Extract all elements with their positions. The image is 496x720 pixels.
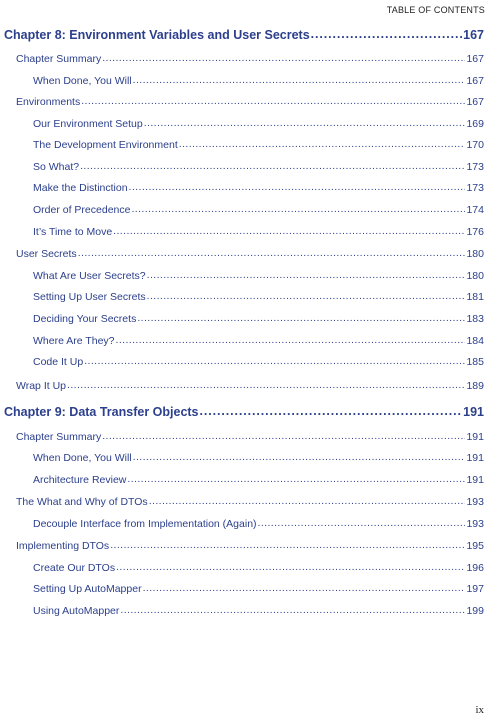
toc-entry-title: Make the Distinction [33, 182, 128, 194]
dot-leader [102, 52, 465, 64]
toc-subsection-entry[interactable] [33, 474, 484, 486]
toc-entry-page: 184 [466, 335, 484, 347]
toc-entry-page: 173 [466, 161, 484, 173]
toc-entry-title: The Development Environment [33, 139, 178, 151]
toc-subsection-entry[interactable] [33, 118, 484, 130]
dot-leader [120, 604, 465, 616]
toc-entry-page: 185 [466, 356, 484, 368]
toc-entry-title: Decouple Interface from Implementation (Again) [33, 518, 257, 530]
dot-leader [144, 117, 466, 129]
toc-subsection-entry[interactable] [33, 583, 484, 595]
toc-entry-page: 196 [466, 562, 484, 574]
dot-leader [149, 495, 466, 507]
toc-entry-page: 167 [466, 53, 484, 65]
toc-entry-title: Create Our DTOs [33, 562, 116, 574]
dot-leader [116, 561, 465, 573]
toc-subsection-entry[interactable] [33, 161, 484, 173]
toc-entry-title: Chapter Summary [16, 53, 102, 65]
toc-section-entry[interactable] [16, 540, 484, 552]
toc-chapter-entry[interactable] [4, 28, 484, 42]
toc-subsection-entry[interactable] [33, 226, 484, 238]
dot-leader [81, 95, 465, 107]
toc-entry-title: Using AutoMapper [33, 605, 120, 617]
toc-entry-title: So What? [33, 161, 80, 173]
toc-section-entry[interactable] [16, 431, 484, 443]
toc-entry-page: 183 [466, 313, 484, 325]
toc-entry-page: 193 [466, 518, 484, 530]
dot-leader [179, 138, 466, 150]
toc-section-entry[interactable] [16, 380, 484, 392]
toc-entry-page: 193 [466, 496, 484, 508]
toc-entry-title: What Are User Secrets? [33, 270, 146, 282]
toc-chapter-entry[interactable] [4, 405, 484, 419]
toc-entry-title: Chapter 9: Data Transfer Objects [4, 405, 199, 419]
toc-entry-title: User Secrets [16, 248, 77, 260]
toc-entry-page: 181 [466, 291, 484, 303]
toc-entry-title: Setting Up AutoMapper [33, 583, 142, 595]
dot-leader [78, 247, 466, 259]
dot-leader [258, 517, 466, 529]
toc-entry-title: Deciding Your Secrets [33, 313, 137, 325]
dot-leader [84, 355, 465, 367]
toc-subsection-entry[interactable] [33, 75, 484, 87]
toc-entry-page: 174 [466, 204, 484, 216]
toc-entry-page: 167 [463, 28, 484, 42]
toc-entry-page: 191 [466, 431, 484, 443]
toc-entry-title: Setting Up User Secrets [33, 291, 146, 303]
toc-entry-title: Our Environment Setup [33, 118, 143, 130]
toc-entry-title: Implementing DTOs [16, 540, 110, 552]
toc-section-entry[interactable] [16, 496, 484, 508]
toc-entry-title: Order of Precedence [33, 204, 131, 216]
toc-entry-title: When Done, You Will [33, 75, 132, 87]
toc-subsection-entry[interactable] [33, 270, 484, 282]
dot-leader [133, 451, 466, 463]
toc-entry-title: Chapter 8: Environment Variables and User Secrets [4, 28, 310, 42]
toc-entry-page: 167 [466, 96, 484, 108]
toc-entry-page: 170 [466, 139, 484, 151]
toc-entry-page: 169 [466, 118, 484, 130]
toc-entry-title: Wrap It Up [16, 380, 66, 392]
toc-entry-page: 176 [466, 226, 484, 238]
toc-subsection-entry[interactable] [33, 204, 484, 216]
toc-entry-title: Code It Up [33, 356, 84, 368]
toc-entry-page: 191 [466, 474, 484, 486]
dot-leader [131, 203, 465, 215]
dot-leader [143, 582, 466, 594]
toc-subsection-entry[interactable] [33, 562, 484, 574]
dot-leader [133, 74, 466, 86]
toc-entry-title: It’s Time to Move [33, 226, 113, 238]
toc-section-entry[interactable] [16, 53, 484, 65]
toc-entry-page: 195 [466, 540, 484, 552]
toc-section-entry[interactable] [16, 96, 484, 108]
dot-leader [147, 290, 466, 302]
dot-leader [102, 430, 465, 442]
toc-subsection-entry[interactable] [33, 291, 484, 303]
toc-entry-page: 197 [466, 583, 484, 595]
dot-leader [80, 160, 465, 172]
toc-entry-page: 180 [466, 248, 484, 260]
toc-subsection-entry[interactable] [33, 356, 484, 368]
dot-leader [137, 312, 465, 324]
dot-leader [110, 539, 465, 551]
page-number: ix [475, 704, 484, 716]
toc-entry-page: 191 [466, 452, 484, 464]
dot-leader [116, 334, 466, 346]
toc-entry-page: 191 [463, 405, 484, 419]
toc-entry-title: Architecture Review [33, 474, 127, 486]
dot-leader [129, 181, 466, 193]
dot-leader [67, 379, 465, 391]
toc-entry-title: Chapter Summary [16, 431, 102, 443]
toc-entry-page: 173 [466, 182, 484, 194]
toc-entry-page: 189 [466, 380, 484, 392]
running-header: TABLE OF CONTENTS [386, 5, 485, 15]
toc-subsection-entry[interactable] [33, 335, 484, 347]
toc-subsection-entry[interactable] [33, 452, 484, 464]
toc-entry-title: When Done, You Will [33, 452, 132, 464]
toc-entry-title: Environments [16, 96, 81, 108]
toc-subsection-entry[interactable] [33, 605, 484, 617]
toc-entry-title: Where Are They? [33, 335, 115, 347]
toc-entry-page: 199 [466, 605, 484, 617]
toc-section-entry[interactable] [16, 248, 484, 260]
dot-leader [127, 473, 465, 485]
dot-leader [311, 27, 462, 41]
toc-subsection-entry[interactable] [33, 518, 484, 530]
dot-leader [200, 404, 463, 418]
toc-subsection-entry[interactable] [33, 313, 484, 325]
toc-entry-page: 180 [466, 270, 484, 282]
toc-entry-title: The What and Why of DTOs [16, 496, 148, 508]
toc-entry-page: 167 [466, 75, 484, 87]
toc-subsection-entry[interactable] [33, 139, 484, 151]
dot-leader [113, 225, 465, 237]
dot-leader [147, 269, 466, 281]
toc-subsection-entry[interactable] [33, 182, 484, 194]
